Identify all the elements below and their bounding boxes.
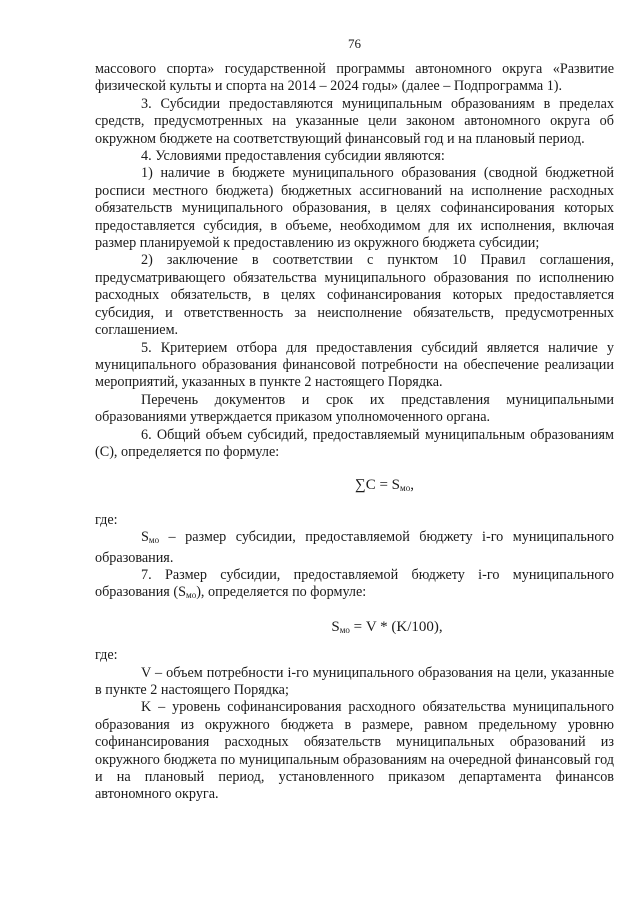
definition-k: K – уровень софинансирования расходного обязательства муниципального образования из окружного бюджета в размере, равном предельному уровню софинансирования расходных обязательств муниципальных образований из окружного бюджета по муниципальным образованиям на очередной финансовый год и на плановый период, установленного приказом департамента финансов автономного округа. (95, 699, 614, 803)
paragraph-7-subscript: мо (186, 590, 197, 601)
formula-total-left: ∑C = S (355, 477, 401, 494)
paragraph-7 (95, 567, 614, 605)
paragraph-4-item-2: 2) заключение в соответствии с пунктом 10 Правил соглашения, предусматривающего обязательства муниципального образования по исполнению расходных обязательств, в целях софинансирования которых предоставляется субсидия, и ответственность за неисполнение обязательств, предусмотренных соглашением. (95, 252, 614, 339)
paragraph-6: 6. Общий объем субсидий, предоставляемый муниципальным образованиям (С), определяется по формуле: (95, 426, 614, 460)
formula-total-subscript: мо (400, 483, 411, 494)
formula-size-rest: = V * (K/100), (349, 618, 443, 635)
where-label-2: где: (95, 647, 118, 664)
formula-total-subsidy (95, 477, 614, 497)
formula-total-tail: , (410, 477, 414, 494)
page-number: 76 (348, 36, 361, 51)
paragraph-3: 3. Субсидии предоставляются муниципальным образованиям в пределах средств, предусмотренных на указанные цели законом автономного округа об окружном бюджете на соответствующий финансовый год и на плановый период. (95, 95, 614, 147)
definition-smo-subscript: мо (148, 535, 160, 546)
formula-size-subscript: мо (339, 624, 350, 635)
paragraph-4-item-1: 1) наличие в бюджете муниципального образования (сводной бюджетной росписи местного бюджета) бюджетных ассигнований на исполнение расходных обязательств муниципального образования, в целях софинансирования которых предоставляется субсидия, в объеме, необходимом для их исполнения, включая размер планируемой к предоставлению из окружного бюджета субсидии; (95, 165, 614, 252)
formula-size-symbol: S (331, 618, 340, 635)
paragraph-5: 5. Критерием отбора для предоставления субсидий является наличие у муниципального образования финансовой потребности на обеспечение реализации мероприятий, указанных в пункте 2 настоящего Порядка. (95, 339, 614, 391)
formula-subsidy-size (95, 619, 614, 639)
where-label-1: где: (95, 511, 118, 528)
paragraph-7-after: ), определяется по формуле: (196, 584, 367, 601)
definition-v: V – объем потребности i-го муниципального образования на цели, указанные в пункте 2 настоящего Порядка; (95, 664, 614, 698)
definition-smo-symbol: S (141, 529, 149, 546)
definition-smo-text: – размер субсидии, предоставляемой бюджету i-го муниципального образования. (95, 529, 614, 566)
paragraph-4: 4. Условиями предоставления субсидии являются: (141, 148, 445, 165)
definition-smo (95, 529, 614, 567)
paragraph-documents-list: Перечень документов и срок их представления муниципальными образованиями утверждается приказом уполномоченного органа. (95, 391, 614, 426)
paragraph-7-before: 7. Размер субсидии, предоставляемой бюджету i-го муниципального образования (S (95, 566, 614, 601)
paragraph-subprogram-continuation: массового спорта» государственной программы автономного округа «Развитие физической культы и спорта на 2014 – 2024 годы» (далее – Подпрограмма 1). (95, 61, 614, 95)
